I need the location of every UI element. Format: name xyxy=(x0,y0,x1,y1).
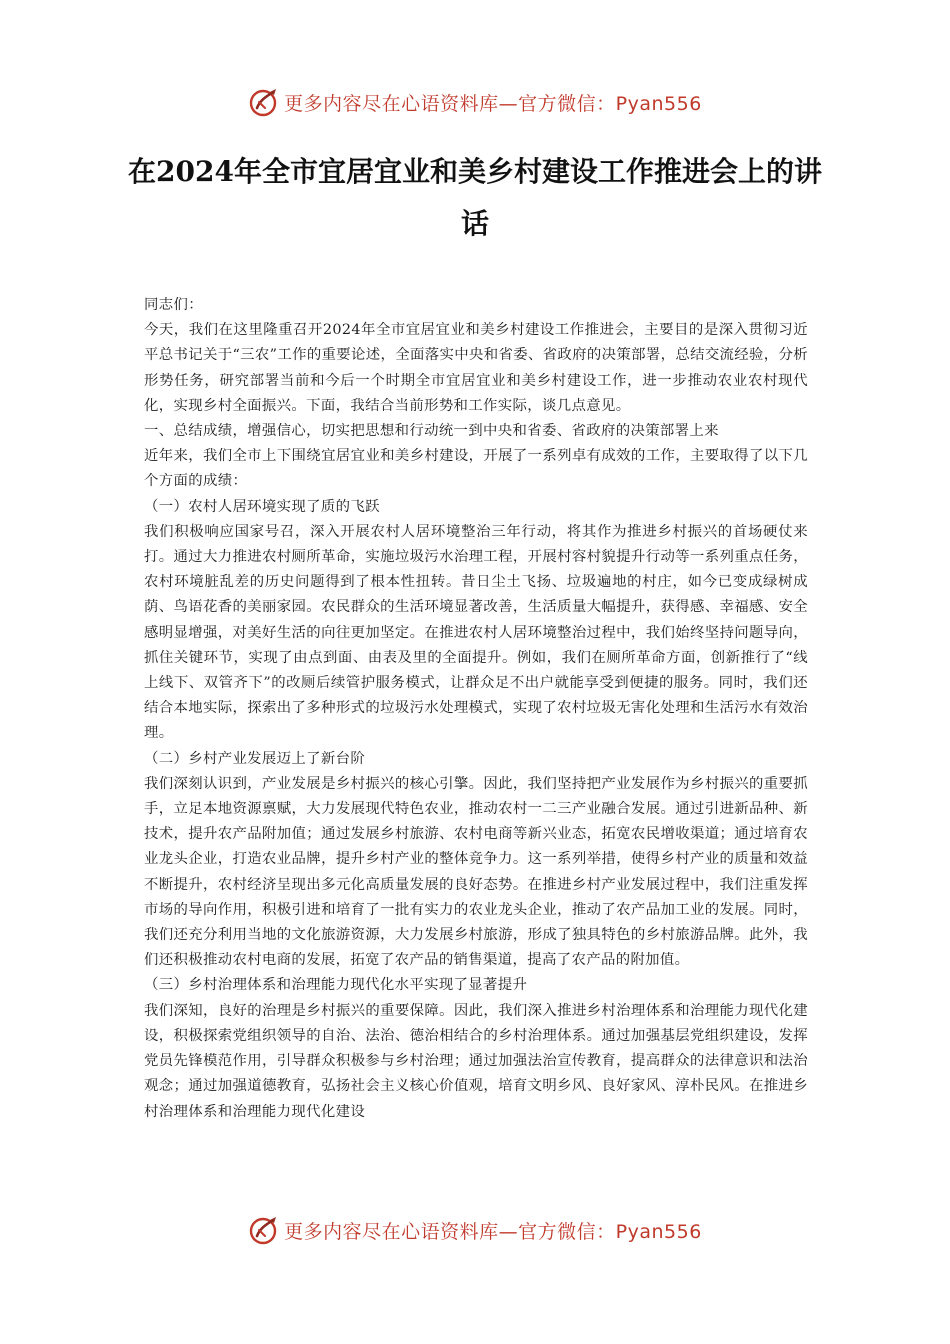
subsection-heading: （一）农村人居环境实现了质的飞跃 xyxy=(144,498,380,515)
document-body xyxy=(144,293,808,1125)
subsection-heading: （三）乡村治理体系和治理能力现代化水平实现了显著提升 xyxy=(144,977,528,994)
watermark-text: 更多内容尽在心语资料库—官方微信：Pyan556 xyxy=(284,1220,702,1243)
salutation: 同志们： xyxy=(144,297,203,313)
pen-swirl-logo-icon xyxy=(248,1214,280,1246)
pen-swirl-logo-icon xyxy=(248,86,280,118)
footer-watermark-banner xyxy=(0,1208,950,1252)
body-paragraph: 近年来，我们全市上下围绕宜居宜业和美乡村建设，开展了一系列卓有成效的工作，主要取得了以下几个方面的成绩： xyxy=(144,448,808,490)
watermark-text: 更多内容尽在心语资料库—官方微信：Pyan556 xyxy=(284,92,702,115)
header-watermark-banner xyxy=(0,80,950,124)
body-paragraph: 今天，我们在这里隆重召开2024年全市宜居宜业和美乡村建设工作推进会，主要目的是深入贯彻习近平总书记关于“三农”工作的重要论述，全面落实中央和省委、省政府的决策部署，总结交流经验，分析形势任务，研究部署当前和今后一个时期全市宜居宜业和美乡村建设工作，进一步推动农业农村现代化，实现乡村全面振兴。下面，我结合当前形势和工作实际，谈几点意见。 xyxy=(144,322,809,414)
subsection-heading: （二）乡村产业发展迈上了新台阶 xyxy=(144,750,366,767)
section-heading: 一、总结成绩，增强信心，切实把思想和行动统一到中央和省委、省政府的决策部署上来 xyxy=(144,423,719,440)
body-paragraph: 我们深刻认识到，产业发展是乡村振兴的核心引擎。因此，我们坚持把产业发展作为乡村振兴的重要抓手，立足本地资源禀赋，大力发展现代特色农业，推动农村一二三产业融合发展。通过引进新品种、新技术，提升农产品附加值；通过发展乡村旅游、农村电商等新兴业态，拓宽农民增收渠道；通过培育农业龙头企业，打造农业品牌，提升乡村产业的整体竞争力。这一系列举措，使得乡村产业的质量和效益不断提升，农村经济呈现出多元化高质量发展的良好态势。在推进乡村产业发展过程中，我们注重发挥市场的导向作用，积极引进和培育了一批有实力的农业龙头企业，推动了农产品加工业的发展。同时，我们还充分利用当地的文化旅游资源，大力发展乡村旅游，形成了独具特色的乡村旅游品牌。此外，我们还积极推动农村电商的发展，拓宽了农产品的销售渠道，提高了农产品的附加值。 xyxy=(144,775,808,969)
body-paragraph: 我们积极响应国家号召，深入开展农村人居环境整治三年行动，将其作为推进乡村振兴的首场硬仗来打。通过大力推进农村厕所革命，实施垃圾污水治理工程，开展村容村貌提升行动等一系列重点任务，农村环境脏乱差的历史问题得到了根本性扭转。昔日尘土飞扬、垃圾遍地的村庄，如今已变成绿树成荫、鸟语花香的美丽家园。农民群众的生活环境显著改善，生活质量大幅提升，获得感、幸福感、安全感明显增强，对美好生活的向往更加坚定。在推进农村人居环境整治过程中，我们始终坚持问题导向，抓住关键环节，实现了由点到面、由表及里的全面提升。例如，我们在厕所革命方面，创新推行了“线上线下、双管齐下”的改厕后续管护服务模式，让群众足不出户就能享受到便捷的服务。同时，我们还结合本地实际，探索出了多种形式的垃圾污水处理模式，实现了农村垃圾无害化处理和生活污水有效治理。 xyxy=(144,523,808,742)
body-paragraph: 我们深知，良好的治理是乡村振兴的重要保障。因此，我们深入推进乡村治理体系和治理能力现代化建设，积极探索党组织领导的自治、法治、德治相结合的乡村治理体系。通过加强基层党组织建设，发挥党员先锋模范作用，引导群众积极参与乡村治理；通过加强法治宣传教育，提高群众的法律意识和法治观念；通过加强道德教育，弘扬社会主义核心价值观，培育文明乡风、良好家风、淳朴民风。在推进乡村治理体系和治理能力现代化建设 xyxy=(144,1002,808,1120)
document-title: 在2024年全市宜居宜业和美乡村建设工作推进会上的讲话 xyxy=(128,155,822,240)
